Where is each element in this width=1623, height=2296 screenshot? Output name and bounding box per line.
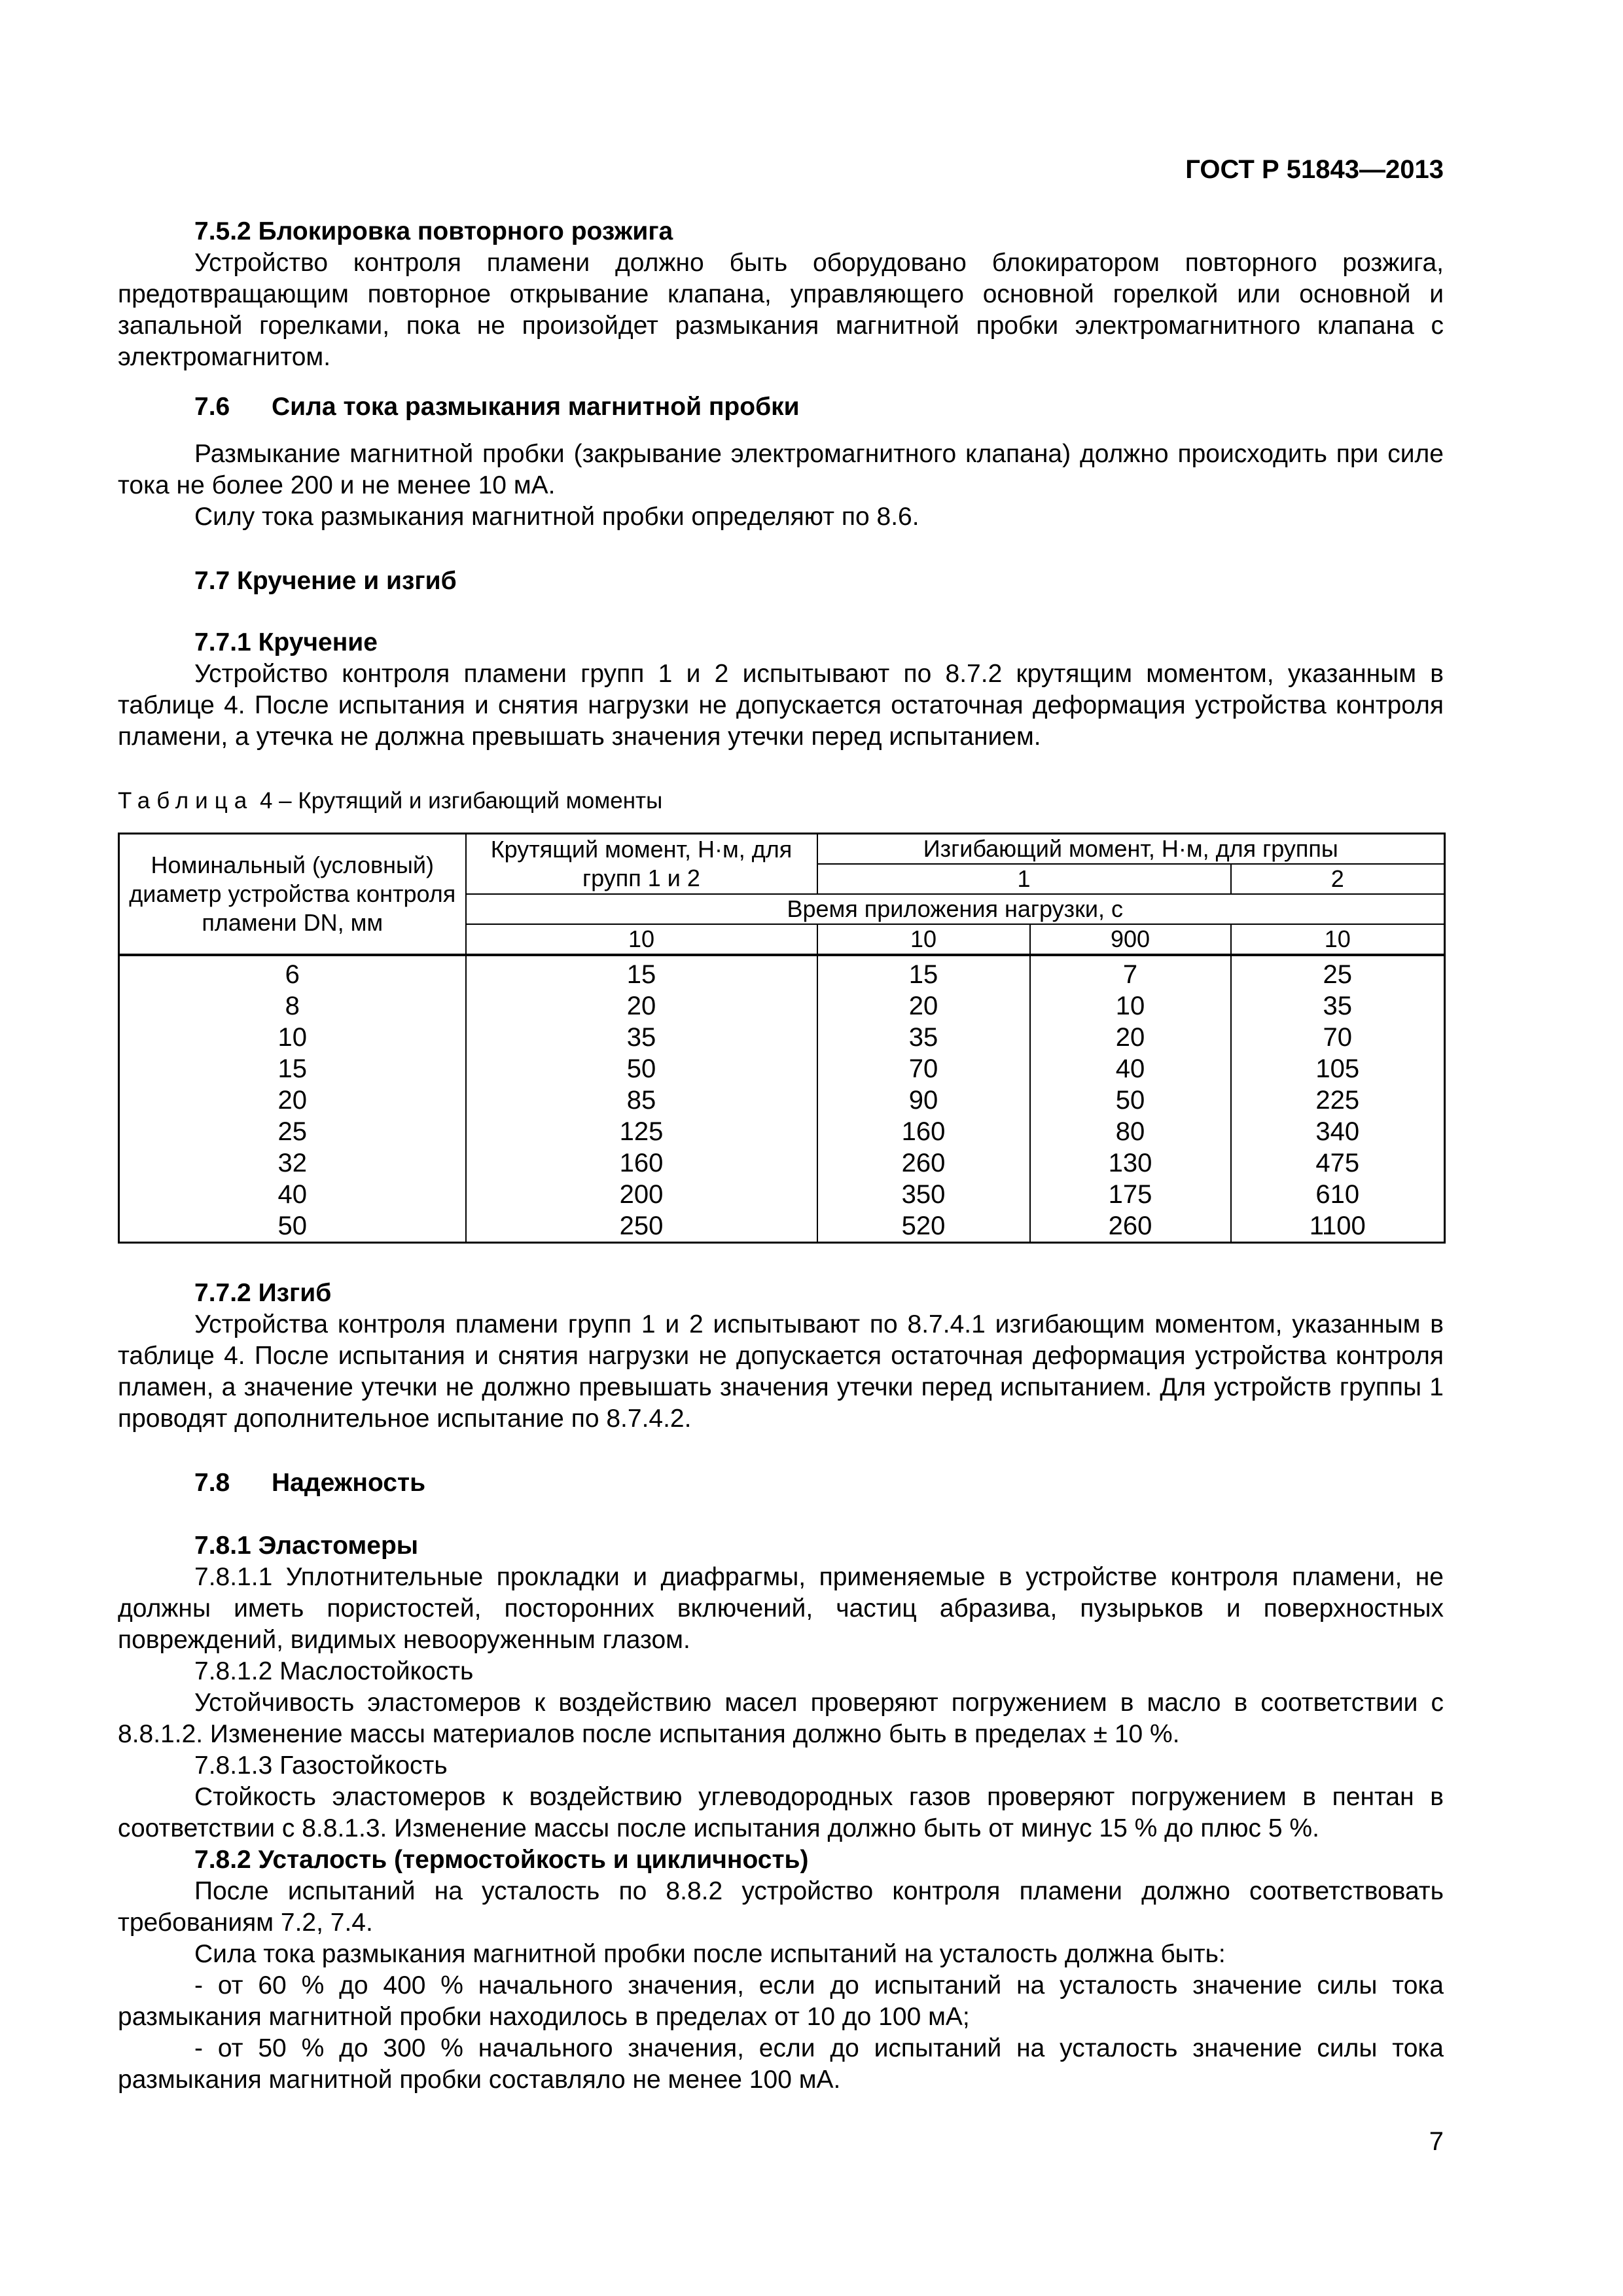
table-cell: 340: [1231, 1116, 1445, 1147]
table-cell: 25: [119, 1116, 466, 1147]
section-7-7-title: 7.7 Кручение и изгиб: [194, 567, 457, 595]
section-7-6-title: Сила тока размыкания магнитной пробки: [272, 393, 800, 421]
table-cell: 520: [817, 1210, 1030, 1243]
table-cell: 200: [466, 1179, 817, 1210]
header-group-2: 2: [1231, 864, 1445, 894]
section-7-8-number: 7.8: [194, 1469, 230, 1497]
section-7-5-2-title: 7.5.2 Блокировка повторного розжига: [194, 217, 673, 245]
table-cell: 35: [1231, 990, 1445, 1022]
section-7-8-1-2-text: Устойчивость эластомеров к воздействию масел проверяют погружением в масло в соответствии с 8.8.1.2. Изменение массы материалов после испытания должно быть в пределах ± 10 %.: [118, 1689, 1444, 1748]
section-7-6: [118, 391, 1444, 423]
header-bending: Изгибающий момент, Н·м, для группы: [817, 834, 1445, 865]
table-cell: 40: [1030, 1053, 1231, 1085]
table-cell: 610: [1231, 1179, 1445, 1210]
table-cell: 70: [1231, 1022, 1445, 1053]
table-row: [119, 1147, 1445, 1179]
table-row: [119, 990, 1445, 1022]
table-cell: 50: [466, 1053, 817, 1085]
table-cell: 20: [466, 990, 817, 1022]
table-cell: 1100: [1231, 1210, 1445, 1243]
section-7-8-1: [118, 1530, 1444, 2096]
table-caption-text: 4 – Крутящий и изгибающий моменты: [253, 788, 663, 814]
table-row: [119, 955, 1445, 990]
table-row: [119, 1179, 1445, 1210]
section-7-6-heading: [118, 391, 1444, 423]
document-page: [118, 0, 1444, 2296]
table-cell: 105: [1231, 1053, 1445, 1085]
table-row: [119, 1053, 1445, 1085]
standard-designation: ГОСТ Р 51843—2013: [1185, 155, 1444, 184]
section-7-8-2-p3: - от 60 % до 400 % начального значения, если до испытаний на усталость значение силы тока размыкания магнитной пробки находилось в пределах от 10 до 100 мА;: [118, 1971, 1444, 2031]
section-7-8-1-3-text: Стойкость эластомеров к воздействию углеводородных газов проверяют погружением в пентан в соответствии с 8.8.1.3. Изменение массы после испытания должно быть от минус 15 % до плюс 5 %.: [118, 1783, 1444, 1842]
section-7-8-1-3-title: 7.8.1.3 Газостойкость: [194, 1751, 448, 1780]
table-row: [119, 1116, 1445, 1147]
table-cell: 20: [817, 990, 1030, 1022]
section-7-8-2-title: 7.8.2 Усталость (термостойкость и цикличность): [194, 1846, 809, 1874]
section-7-8-1-1: 7.8.1.1 Уплотнительные прокладки и диафрагмы, применяемые в устройстве контроля пламени, не должны иметь пористостей, посторонних включений, частиц абразива, пузырьков и поверхностных повреждений, видимых невооруженным глазом.: [118, 1563, 1444, 1654]
table-cell: 50: [119, 1210, 466, 1243]
table-cell: 475: [1231, 1147, 1445, 1179]
section-7-8-title: Надежность: [272, 1469, 426, 1497]
header-time-torque: 10: [466, 924, 817, 955]
table-cell: 8: [119, 990, 466, 1022]
table-cell: 260: [1030, 1210, 1231, 1243]
table-cell: 25: [1231, 955, 1445, 990]
table-cell: 20: [1030, 1022, 1231, 1053]
table-cell: 6: [119, 955, 466, 990]
section-7-8-1-2-title: 7.8.1.2 Маслостойкость: [194, 1657, 474, 1685]
table-cell: 85: [466, 1085, 817, 1116]
section-7-5-2-text: Устройство контроля пламени должно быть оборудовано блокиратором повторного розжига, предотвращающим повторное открывание клапана, управляющего основной горелкой или основной и запальной горелками, пока не произойдет размыкания магнитной пробки электромагнитного клапана с электромагнитом.: [118, 249, 1444, 371]
header-group-1: 1: [817, 864, 1231, 894]
table-caption-label: Таблица: [118, 788, 254, 814]
header-time-g1-b: 900: [1030, 924, 1231, 955]
section-7-7-1: [118, 627, 1444, 753]
section-7-8-1-title: 7.8.1 Эластомеры: [194, 1532, 419, 1560]
section-7-8-2-p2: Сила тока размыкания магнитной пробки после испытаний на усталость должна быть:: [194, 1940, 1226, 1968]
table-cell: 90: [817, 1085, 1030, 1116]
table-cell: 260: [817, 1147, 1030, 1179]
table-cell: 250: [466, 1210, 817, 1243]
table-cell: 32: [119, 1147, 466, 1179]
table-4-caption: [118, 787, 662, 815]
section-7-6-number: 7.6: [194, 393, 230, 421]
table-cell: 7: [1030, 955, 1231, 990]
table-cell: 35: [817, 1022, 1030, 1053]
table-4-body: [119, 955, 1445, 1243]
table-cell: 125: [466, 1116, 817, 1147]
page-number: 7: [1429, 2127, 1444, 2156]
section-7-8-2-p1: После испытаний на усталость по 8.8.2 устройство контроля пламени должно соответствовать требованиям 7.2, 7.4.: [118, 1877, 1444, 1937]
header-dn: Номинальный (условный) диаметр устройства контроля пламени DN, мм: [119, 834, 466, 956]
table-cell: 15: [466, 955, 817, 990]
section-7-6-body: [118, 439, 1444, 533]
section-7-7-1-title: 7.7.1 Кручение: [194, 628, 378, 656]
table-row: [119, 1022, 1445, 1053]
table-cell: 350: [817, 1179, 1030, 1210]
section-7-8-heading: [118, 1467, 1444, 1499]
section-7-7-1-text: Устройство контроля пламени групп 1 и 2 испытывают по 8.7.2 крутящим моментом, указанным в таблице 4. После испытания и снятия нагрузки не допускается остаточная деформация устройства контроля пламени, а утечка не должна превышать значения утечки перед испытанием.: [118, 660, 1444, 751]
table-cell: 15: [119, 1053, 466, 1085]
header-load-time: Время приложения нагрузки, с: [466, 894, 1445, 924]
table-4: [118, 833, 1446, 1244]
section-7-7: [118, 565, 1444, 597]
table-cell: 40: [119, 1179, 466, 1210]
header-torque: Крутящий момент, Н·м, для групп 1 и 2: [466, 834, 817, 895]
table-cell: 80: [1030, 1116, 1231, 1147]
section-7-7-2-text: Устройства контроля пламени групп 1 и 2 испытывают по 8.7.4.1 изгибающим моментом, указанным в таблице 4. После испытания и снятия нагрузки не допускается остаточная деформация устройства контроля пламен, а значение утечки не должно превышать значения утечки перед испытанием. Для устройств группы 1 проводят дополнительное испытание по 8.7.4.2.: [118, 1310, 1444, 1433]
header-time-g2: 10: [1231, 924, 1445, 955]
table-row: [119, 1085, 1445, 1116]
table-cell: 35: [466, 1022, 817, 1053]
table-cell: 160: [817, 1116, 1030, 1147]
table-cell: 20: [119, 1085, 466, 1116]
table-cell: 10: [119, 1022, 466, 1053]
section-7-7-2: [118, 1278, 1444, 1435]
table-cell: 15: [817, 955, 1030, 990]
table-cell: 130: [1030, 1147, 1231, 1179]
section-7-8-2-p4: - от 50 % до 300 % начального значения, если до испытаний на усталость значение силы тока размыкания магнитной пробки составляло не менее 100 мА.: [118, 2034, 1444, 2094]
table-cell: 160: [466, 1147, 817, 1179]
table-cell: 70: [817, 1053, 1030, 1085]
section-7-8: [118, 1467, 1444, 1499]
section-7-5-2: [118, 216, 1444, 373]
section-7-6-p2: Силу тока размыкания магнитной пробки определяют по 8.6.: [194, 503, 919, 531]
table-cell: 175: [1030, 1179, 1231, 1210]
section-7-6-p1: Размыкание магнитной пробки (закрывание электромагнитного клапана) должно происходить при силе тока не более 200 и не менее 10 мА.: [118, 440, 1444, 499]
section-7-7-2-title: 7.7.2 Изгиб: [194, 1279, 332, 1307]
table-cell: 10: [1030, 990, 1231, 1022]
table-cell: 225: [1231, 1085, 1445, 1116]
table-row: [119, 1210, 1445, 1243]
table-cell: 50: [1030, 1085, 1231, 1116]
header-time-g1-a: 10: [817, 924, 1030, 955]
